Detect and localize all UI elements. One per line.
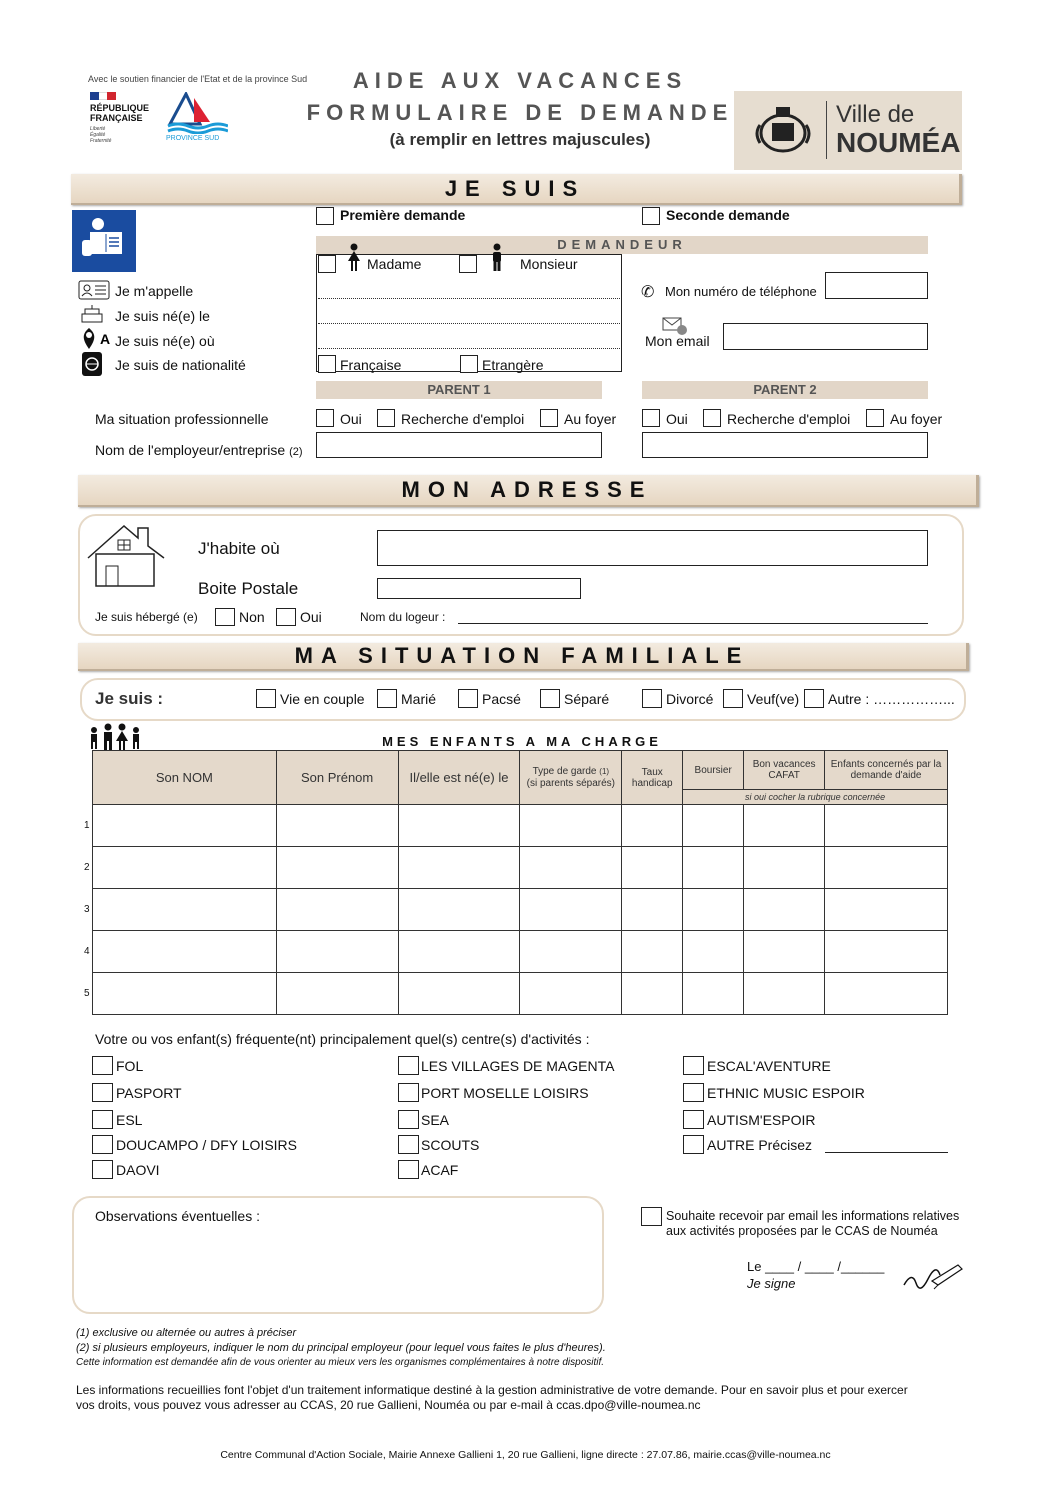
monsieur-checkbox[interactable]	[459, 255, 477, 273]
row-number: 1	[84, 820, 90, 831]
location-pin-icon	[80, 326, 114, 353]
birthday-cake-icon	[80, 304, 104, 327]
premiere-demande-checkbox[interactable]	[316, 207, 334, 225]
signature-icon	[902, 1261, 964, 1296]
centre-escal-checkbox[interactable]	[683, 1056, 704, 1075]
id-card-icon	[78, 280, 110, 303]
section-mon-adresse: MON ADRESSE	[78, 475, 979, 507]
centre-fol-checkbox[interactable]	[92, 1056, 113, 1075]
p2-recherche-checkbox[interactable]	[703, 409, 721, 427]
adresse-input[interactable]	[377, 530, 928, 566]
col-date: Il/elle est né(e) le	[398, 751, 520, 805]
col-handicap: Taux handicap	[622, 751, 683, 805]
centre-daovi-checkbox[interactable]	[92, 1160, 113, 1179]
house-icon	[86, 524, 166, 591]
centre-pasport-checkbox[interactable]	[92, 1083, 113, 1102]
centre-doucampo-checkbox[interactable]	[92, 1135, 113, 1154]
centre-scouts-checkbox[interactable]	[398, 1135, 419, 1154]
centre-sea-checkbox[interactable]	[398, 1110, 419, 1129]
row-number: 2	[84, 862, 90, 873]
form-subtitle: (à remplir en lettres majuscules)	[389, 130, 651, 149]
autre-checkbox[interactable]	[804, 689, 824, 708]
row-number: 5	[84, 988, 90, 999]
lieu-naissance-input[interactable]	[318, 325, 618, 347]
centre-autism-checkbox[interactable]	[683, 1110, 704, 1129]
logeur-input[interactable]	[458, 623, 928, 624]
heberge-non-checkbox[interactable]	[215, 608, 235, 626]
p1-recherche-checkbox[interactable]	[377, 409, 395, 427]
centre-autre-checkbox[interactable]	[683, 1135, 704, 1154]
form-title-line2: FORMULAIRE DE DEMANDE	[306, 100, 734, 125]
phone-icon: ✆	[641, 284, 655, 301]
seconde-demande-checkbox[interactable]	[642, 207, 660, 225]
table-row	[93, 973, 948, 1015]
support-text: Avec le soutien financier de l'Etat et de la province Sud	[88, 74, 308, 84]
parent1-header: PARENT 1	[316, 381, 602, 399]
veuf-checkbox[interactable]	[723, 689, 743, 708]
row-number: 3	[84, 904, 90, 915]
parent2-header: PARENT 2	[642, 381, 928, 399]
p1-oui-checkbox[interactable]	[316, 409, 334, 427]
easy-read-icon	[72, 210, 136, 272]
boite-postale-input[interactable]	[377, 578, 581, 599]
col-concernes: Enfants concernés par la demande d'aide	[825, 751, 948, 790]
p1-employeur-input[interactable]	[316, 432, 602, 458]
madame-checkbox[interactable]	[318, 255, 336, 273]
col-garde: Type de garde (1) (si parents séparés)	[520, 751, 622, 805]
telephone-input[interactable]	[825, 272, 928, 299]
centre-port-moselle-checkbox[interactable]	[398, 1083, 419, 1102]
cocher-note: si oui cocher la rubrique concernée	[683, 790, 948, 805]
table-row	[93, 805, 948, 847]
p2-foyer-checkbox[interactable]	[866, 409, 884, 427]
heberge-oui-checkbox[interactable]	[276, 608, 296, 626]
section-je-suis: JE SUIS	[71, 174, 962, 205]
etrangere-checkbox[interactable]	[460, 355, 478, 373]
row-number: 4	[84, 946, 90, 957]
form-title-line1: AIDE AUX VACANCES	[352, 68, 688, 93]
nom-input[interactable]	[318, 274, 618, 296]
col-nom: Son NOM	[93, 751, 277, 805]
enfants-table	[92, 750, 948, 1015]
separe-checkbox[interactable]	[540, 689, 560, 708]
centre-magenta-checkbox[interactable]	[398, 1056, 419, 1075]
table-row	[93, 931, 948, 973]
p2-employeur-input[interactable]	[642, 432, 928, 458]
col-boursier: Boursier	[683, 751, 744, 790]
divorce-checkbox[interactable]	[642, 689, 662, 708]
man-icon	[489, 243, 505, 276]
francaise-checkbox[interactable]	[318, 355, 336, 373]
section-situation-familiale: MA SITUATION FAMILIALE	[78, 643, 969, 671]
table-row	[93, 847, 948, 889]
col-cafat: Bon vacances CAFAT	[744, 751, 825, 790]
vie-couple-checkbox[interactable]	[256, 689, 276, 708]
pacse-checkbox[interactable]	[458, 689, 478, 708]
demandeur-header: DEMANDEUR	[316, 236, 928, 254]
republique-francaise-logo: RÉPUBLIQUE FRANÇAISE Liberté Égalité Fraternité	[90, 92, 160, 144]
passport-icon	[80, 350, 104, 381]
date-field[interactable]: Le ____ / ____ /______	[747, 1259, 885, 1274]
p1-foyer-checkbox[interactable]	[540, 409, 558, 427]
email-input[interactable]	[723, 323, 928, 350]
centre-acaf-checkbox[interactable]	[398, 1160, 419, 1179]
p2-oui-checkbox[interactable]	[642, 409, 660, 427]
centres-question: Votre ou vos enfant(s) fréquente(nt) principalement quel(s) centre(s) d'activités :	[95, 1031, 590, 1047]
woman-icon	[346, 243, 362, 276]
email-consent-checkbox[interactable]	[641, 1207, 662, 1226]
centre-ethnic-checkbox[interactable]	[683, 1083, 704, 1102]
footer: Centre Communal d'Action Sociale, Mairie Annexe Gallieni 1, 20 rue Gallieni, ligne directe : 27.07.86, mairie.ccas@ville-noumea.nc	[220, 1449, 831, 1461]
autre-precisez-input[interactable]	[825, 1152, 948, 1153]
date-naissance-input[interactable]	[318, 300, 618, 322]
enfants-title: MES ENFANTS A MA CHARGE	[382, 734, 662, 749]
col-prenom: Son Prénom	[276, 751, 398, 805]
centre-esl-checkbox[interactable]	[92, 1110, 113, 1129]
table-row	[93, 889, 948, 931]
svg-text:A: A	[100, 331, 111, 347]
ville-noumea-logo: Ville de NOUMÉA	[734, 91, 962, 170]
marie-checkbox[interactable]	[377, 689, 397, 708]
province-sud-logo: PROVINCE SUD	[166, 92, 228, 142]
